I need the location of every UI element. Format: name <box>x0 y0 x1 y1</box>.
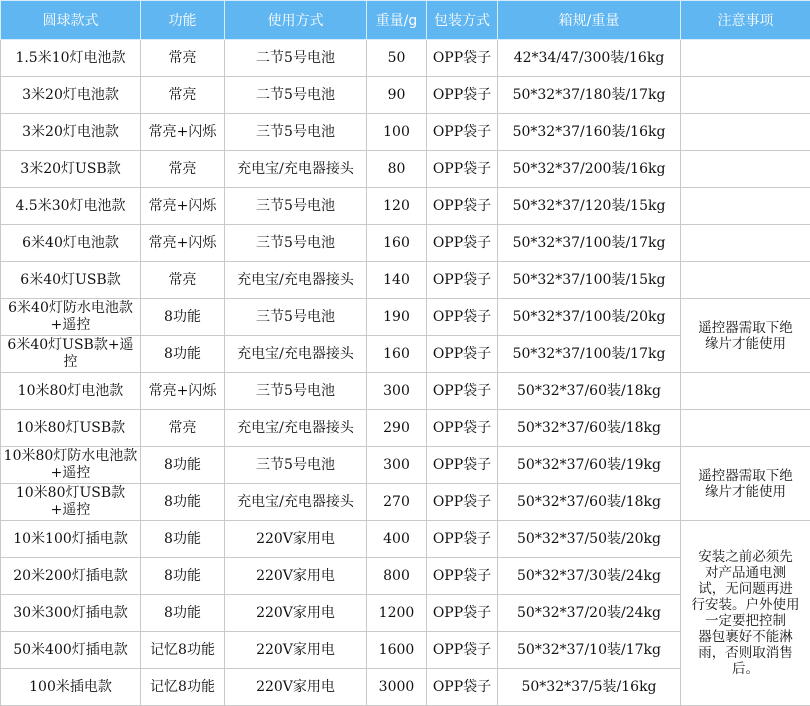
cell-function: 8功能 <box>141 484 225 521</box>
header-weight: 重量/g <box>367 1 427 40</box>
cell-notes <box>681 521 810 706</box>
cell-usage: 三节5号电池 <box>225 225 367 262</box>
cell-packaging: OPP袋子 <box>427 336 498 373</box>
cell-usage: 220V家用电 <box>225 669 367 706</box>
cell-carton: 50*32*37/60装/19kg <box>498 447 681 484</box>
cell-packaging: OPP袋子 <box>427 447 498 484</box>
cell-function: 常亮 <box>141 262 225 299</box>
cell-weight: 50 <box>367 40 427 77</box>
cell-packaging: OPP袋子 <box>427 595 498 632</box>
table-row <box>1 299 810 336</box>
cell-packaging: OPP袋子 <box>427 188 498 225</box>
cell-notes-empty <box>681 225 810 262</box>
cell-usage: 三节5号电池 <box>225 299 367 336</box>
cell-usage: 220V家用电 <box>225 558 367 595</box>
cell-usage: 三节5号电池 <box>225 373 367 410</box>
cell-usage: 220V家用电 <box>225 521 367 558</box>
table-row <box>1 410 810 447</box>
header-carton: 箱规/重量 <box>498 1 681 40</box>
cell-carton: 50*32*37/60装/18kg <box>498 373 681 410</box>
cell-style: 10米80灯电池款 <box>1 373 141 410</box>
cell-notes-empty <box>681 410 810 447</box>
table-row <box>1 40 810 77</box>
cell-function: 8功能 <box>141 558 225 595</box>
cell-packaging: OPP袋子 <box>427 77 498 114</box>
cell-weight: 100 <box>367 114 427 151</box>
cell-notes <box>681 299 810 373</box>
cell-usage: 充电宝/充电器接头 <box>225 262 367 299</box>
header-usage: 使用方式 <box>225 1 367 40</box>
cell-weight: 1200 <box>367 595 427 632</box>
cell-style: 10米80灯防水电池款+遥控 <box>1 447 141 484</box>
cell-function: 常亮+闪烁 <box>141 373 225 410</box>
cell-style: 6米40灯电池款 <box>1 225 141 262</box>
cell-weight: 90 <box>367 77 427 114</box>
header-style: 圆球款式 <box>1 1 141 40</box>
cell-style: 30米300灯插电款 <box>1 595 141 632</box>
note-line: 缘片才能使用 <box>685 484 806 500</box>
cell-notes-empty <box>681 151 810 188</box>
table-row <box>1 521 810 558</box>
note-line: 对产品通电测 <box>685 565 806 581</box>
cell-packaging: OPP袋子 <box>427 410 498 447</box>
cell-packaging: OPP袋子 <box>427 40 498 77</box>
note-line: 缘片才能使用 <box>685 336 806 352</box>
table-body <box>1 40 810 706</box>
cell-weight: 190 <box>367 299 427 336</box>
table-row <box>1 373 810 410</box>
cell-notes-empty <box>681 188 810 225</box>
cell-style: 20米200灯插电款 <box>1 558 141 595</box>
cell-usage: 二节5号电池 <box>225 77 367 114</box>
table-row <box>1 225 810 262</box>
cell-function: 常亮+闪烁 <box>141 225 225 262</box>
cell-weight: 800 <box>367 558 427 595</box>
cell-packaging: OPP袋子 <box>427 262 498 299</box>
cell-weight: 400 <box>367 521 427 558</box>
cell-function: 常亮+闪烁 <box>141 188 225 225</box>
cell-style: 3米20灯USB款 <box>1 151 141 188</box>
cell-carton: 50*32*37/5装/16kg <box>498 669 681 706</box>
cell-carton: 50*32*37/60装/18kg <box>498 410 681 447</box>
note-line: 一定要把控制 <box>685 613 806 629</box>
header-packaging: 包装方式 <box>427 1 498 40</box>
cell-weight: 80 <box>367 151 427 188</box>
table-row <box>1 114 810 151</box>
cell-style: 4.5米30灯电池款 <box>1 188 141 225</box>
cell-style: 100米插电款 <box>1 669 141 706</box>
cell-usage: 220V家用电 <box>225 595 367 632</box>
cell-notes-empty <box>681 373 810 410</box>
cell-weight: 160 <box>367 336 427 373</box>
header-row <box>1 1 810 40</box>
cell-usage: 充电宝/充电器接头 <box>225 336 367 373</box>
cell-weight: 140 <box>367 262 427 299</box>
note-line: 行安装。户外使用 <box>685 597 806 613</box>
cell-weight: 120 <box>367 188 427 225</box>
cell-carton: 50*32*37/100装/15kg <box>498 262 681 299</box>
cell-function: 常亮 <box>141 410 225 447</box>
cell-function: 记忆8功能 <box>141 632 225 669</box>
cell-weight: 160 <box>367 225 427 262</box>
cell-carton: 50*32*37/100装/17kg <box>498 336 681 373</box>
table-row <box>1 77 810 114</box>
cell-packaging: OPP袋子 <box>427 521 498 558</box>
cell-packaging: OPP袋子 <box>427 484 498 521</box>
cell-function: 常亮+闪烁 <box>141 114 225 151</box>
cell-style: 6米40灯USB款 <box>1 262 141 299</box>
cell-usage: 充电宝/充电器接头 <box>225 151 367 188</box>
cell-weight: 290 <box>367 410 427 447</box>
cell-packaging: OPP袋子 <box>427 225 498 262</box>
note-line: 遥控器需取下绝 <box>685 468 806 484</box>
cell-carton: 50*32*37/100装/17kg <box>498 225 681 262</box>
table-row <box>1 447 810 484</box>
cell-weight: 3000 <box>367 669 427 706</box>
cell-packaging: OPP袋子 <box>427 632 498 669</box>
note-line: 安装之前必须先 <box>685 549 806 565</box>
cell-function: 常亮 <box>141 77 225 114</box>
table-row <box>1 262 810 299</box>
cell-usage: 二节5号电池 <box>225 40 367 77</box>
header-function: 功能 <box>141 1 225 40</box>
cell-style: 6米40灯防水电池款+遥控 <box>1 299 141 336</box>
note-line: 遥控器需取下绝 <box>685 320 806 336</box>
cell-carton: 50*32*37/200装/16kg <box>498 151 681 188</box>
cell-style: 3米20灯电池款 <box>1 114 141 151</box>
cell-notes-empty <box>681 77 810 114</box>
cell-packaging: OPP袋子 <box>427 669 498 706</box>
table-row <box>1 151 810 188</box>
cell-function: 8功能 <box>141 595 225 632</box>
cell-weight: 300 <box>367 373 427 410</box>
cell-style: 10米80灯USB款+遥控 <box>1 484 141 521</box>
cell-function: 8功能 <box>141 299 225 336</box>
cell-function: 8功能 <box>141 336 225 373</box>
note-line: 后。 <box>685 661 806 677</box>
cell-notes <box>681 447 810 521</box>
cell-notes-empty <box>681 262 810 299</box>
cell-function: 8功能 <box>141 447 225 484</box>
cell-packaging: OPP袋子 <box>427 299 498 336</box>
cell-packaging: OPP袋子 <box>427 558 498 595</box>
cell-packaging: OPP袋子 <box>427 114 498 151</box>
table-row <box>1 188 810 225</box>
cell-carton: 50*32*37/160装/16kg <box>498 114 681 151</box>
cell-notes-empty <box>681 40 810 77</box>
cell-weight: 270 <box>367 484 427 521</box>
cell-function: 记忆8功能 <box>141 669 225 706</box>
cell-carton: 50*32*37/20装/24kg <box>498 595 681 632</box>
cell-usage: 充电宝/充电器接头 <box>225 410 367 447</box>
cell-carton: 50*32*37/120装/15kg <box>498 188 681 225</box>
cell-style: 10米80灯USB款 <box>1 410 141 447</box>
cell-usage: 三节5号电池 <box>225 447 367 484</box>
cell-function: 8功能 <box>141 521 225 558</box>
note-line: 雨，否则取消售 <box>685 645 806 661</box>
cell-carton: 50*32*37/50装/20kg <box>498 521 681 558</box>
cell-style: 3米20灯电池款 <box>1 77 141 114</box>
note-line: 试，无问题再进 <box>685 581 806 597</box>
cell-carton: 50*32*37/60装/18kg <box>498 484 681 521</box>
cell-carton: 50*32*37/100装/20kg <box>498 299 681 336</box>
header-notes: 注意事项 <box>681 1 810 40</box>
cell-style: 6米40灯USB款+遥控 <box>1 336 141 373</box>
cell-carton: 50*32*37/10装/17kg <box>498 632 681 669</box>
cell-carton: 50*32*37/30装/24kg <box>498 558 681 595</box>
cell-usage: 220V家用电 <box>225 632 367 669</box>
cell-usage: 三节5号电池 <box>225 188 367 225</box>
cell-function: 常亮 <box>141 151 225 188</box>
cell-packaging: OPP袋子 <box>427 151 498 188</box>
cell-carton: 42*34/47/300装/16kg <box>498 40 681 77</box>
cell-weight: 1600 <box>367 632 427 669</box>
cell-notes-empty <box>681 114 810 151</box>
cell-usage: 三节5号电池 <box>225 114 367 151</box>
cell-style: 10米100灯插电款 <box>1 521 141 558</box>
cell-carton: 50*32*37/180装/17kg <box>498 77 681 114</box>
cell-style: 1.5米10灯电池款 <box>1 40 141 77</box>
cell-usage: 充电宝/充电器接头 <box>225 484 367 521</box>
cell-style: 50米400灯插电款 <box>1 632 141 669</box>
cell-weight: 300 <box>367 447 427 484</box>
note-line: 器包裹好不能淋 <box>685 629 806 645</box>
cell-packaging: OPP袋子 <box>427 373 498 410</box>
cell-function: 常亮 <box>141 40 225 77</box>
